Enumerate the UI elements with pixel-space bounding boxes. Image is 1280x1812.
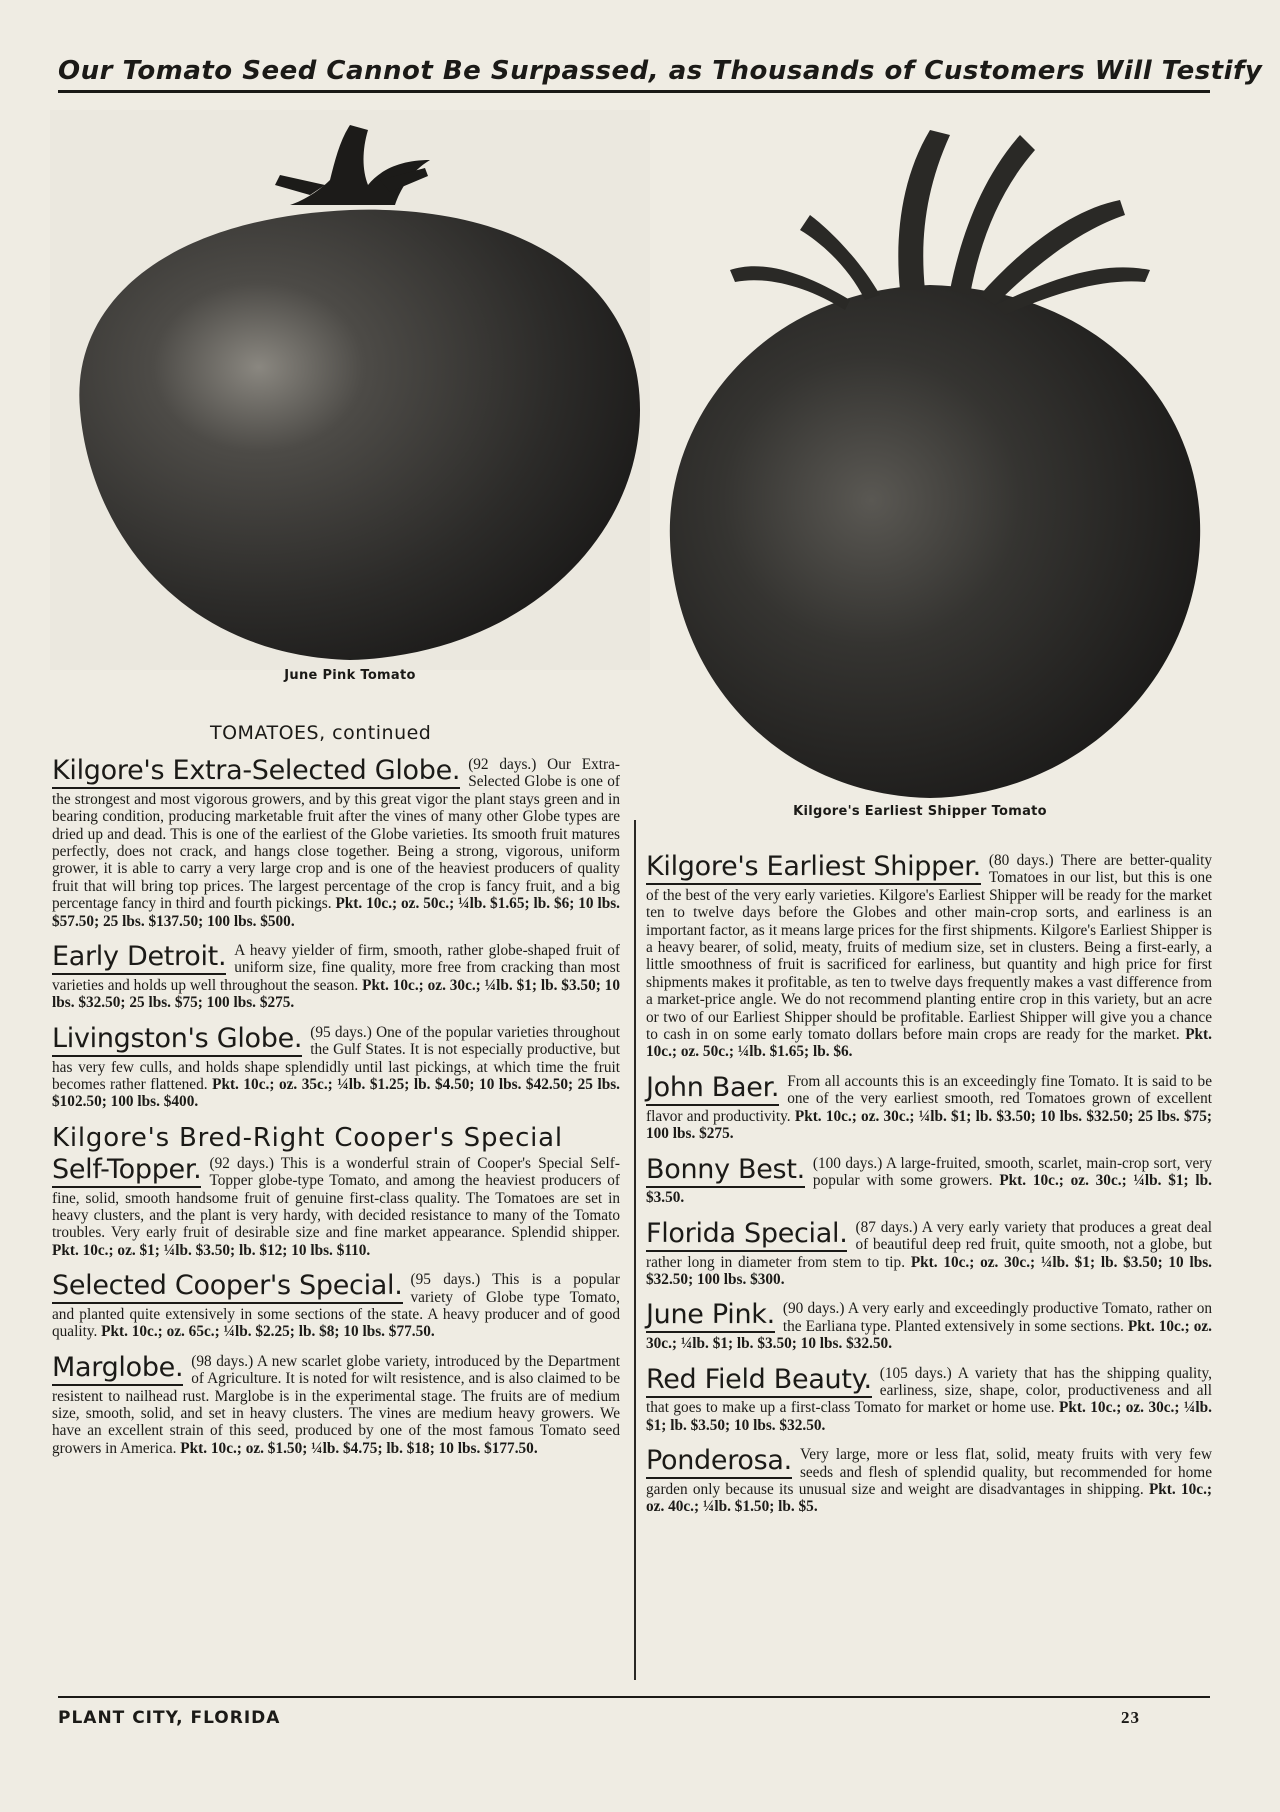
variety-prices: Pkt. 10c.; oz. $1; ¼lb. $3.50; lb. $12; 10 lbs. $110. <box>52 1241 371 1259</box>
variety-prices: Pkt. 10c.; oz. $1.50; ¼lb. $4.75; lb. $18; 10 lbs. $177.50. <box>180 1439 538 1457</box>
variety-entry <box>646 1155 1212 1207</box>
variety-prices: Pkt. 10c.; oz. 30c.; ¼lb. $1; lb. $3.50. <box>646 1171 1212 1207</box>
variety-name: Livingston's Globe. <box>52 1024 302 1057</box>
variety-name: Early Detroit. <box>52 942 226 975</box>
variety-entry <box>52 1271 620 1341</box>
variety-name: Kilgore's Extra-Selected Globe. <box>52 756 460 789</box>
variety-entry <box>52 1024 620 1111</box>
variety-name: Kilgore's Earliest Shipper. <box>646 852 981 885</box>
variety-entry <box>52 942 620 1012</box>
variety-prices: Pkt. 10c.; oz. 50c.; ¼lb. $1.65; lb. $6. <box>646 1026 1212 1061</box>
page-number: 23 <box>1121 1708 1140 1727</box>
variety-name: John Baer. <box>646 1073 779 1106</box>
variety-prices: Pkt. 10c.; oz. 35c.; ¼lb. $1.25; lb. $4.50; 10 lbs. $42.50; 25 lbs. $102.50; 100 lbs. $400. <box>52 1075 620 1111</box>
footer-location: PLANT CITY, FLORIDA <box>58 1708 281 1728</box>
variety-description: (98 days.) A new scarlet globe variety, introduced by the Department of Agriculture. It is noted for wilt resistence, and is also claimed to be resistent to nailhead rust. Marglobe is in the experimental stage. The fruits are of medium size, smooth, solid, and set in heavy clusters. The vines are medium heavy growers. We have an excellent strain of this seed, produced by one of the most famous Tomato seed growers in America. <box>52 1352 620 1457</box>
page-footer <box>58 1696 1210 1728</box>
variety-name: Red Field Beauty. <box>646 1365 872 1398</box>
right-column <box>646 852 1212 1528</box>
variety-description: (92 days.) This is a wonderful strain of Cooper's Special Self-Topper globe-type Tomato, and among the heaviest producers of fine, solid, smooth handsome fruit of genuine first-class quality. The Tomatoes are set in heavy clusters, and the plant is very hardy, with decided resistance to many of the Tomato troubles. Very early fruit of desirable size and fine market appearance. Splendid shipper. <box>52 1154 620 1242</box>
variety-name: Self-Topper. <box>52 1155 201 1188</box>
variety-prices: Pkt. 10c.; oz. 30c.; ¼lb. $1; lb. $3.50; 10 lbs. $32.50; 25 lbs. $75; 100 lbs. $275. <box>646 1107 1212 1143</box>
variety-name: Ponderosa. <box>646 1446 792 1479</box>
variety-entry <box>646 1365 1212 1435</box>
variety-prices: Pkt. 10c.; oz. 30c.; ¼lb. $1; lb. $3.50; 10 lbs. $32.50. <box>646 1399 1212 1434</box>
june-pink-tomato-illustration <box>50 110 650 670</box>
variety-entry <box>52 1353 620 1457</box>
variety-description: (92 days.) Our Extra-Selected Globe is one of the strongest and most vigorous growers, and by this great vigor the plant stays green and in bearing condition, producing marketable fruit after the vines of many other Globe types are dried up and dead. This is one of the earliest of the Globe varieties. Its smooth fruit matures perfectly, does not crack, and hangs close together. Being a strong, vigorous, uniform grower, it is able to carry a very large crop and is one of the heaviest producers of quality fruit that will bring top prices. The largest percentage of the crop is fancy fruit, and a big percentage fancy in third and fourth pickings. <box>52 756 620 913</box>
variety-name: Bonny Best. <box>646 1155 805 1188</box>
variety-name: Selected Cooper's Special. <box>52 1271 403 1304</box>
variety-entry <box>52 1123 620 1259</box>
variety-description: A heavy yielder of firm, smooth, rather globe-shaped fruit of uniform size, fine quality, more free from cracking than most varieties and holds up well throughout the season. <box>52 942 620 994</box>
variety-entry <box>646 1300 1212 1352</box>
variety-name: Florida Special. <box>646 1219 847 1252</box>
variety-prices: Pkt. 10c.; oz. 65c.; ¼lb. $2.25; lb. $8; 10 lbs. $77.50. <box>101 1323 435 1341</box>
variety-description: (87 days.) A very early variety that produces a great deal of beautiful deep red fruit, quite smooth, not a globe, but rather long in diameter from stem to tip. <box>646 1218 1212 1271</box>
section-title: TOMATOES, continued <box>210 722 432 744</box>
variety-prices: Pkt. 10c.; oz. 30c.; ¼lb. $1; lb. $3.50; 10 lbs. $32.50. <box>646 1317 1213 1353</box>
variety-description: From all accounts this is an exceedingly fine Tomato. It is said to be one of the very earliest smooth, red Tomatoes grown of excellent flavor and productivity. <box>646 1072 1212 1125</box>
left-column <box>52 756 620 1469</box>
column-divider <box>634 820 636 1680</box>
left-figure-caption: June Pink Tomato <box>284 668 416 683</box>
variety-entry <box>646 1219 1212 1289</box>
earliest-shipper-tomato-illustration <box>650 120 1210 810</box>
variety-description: (100 days.) A large-fruited, smooth, scarlet, main-crop sort, very popular with some growers. <box>812 1154 1212 1189</box>
variety-heading: Kilgore's Bred-Right Cooper's Special <box>52 1122 563 1153</box>
variety-description: Very large, more or less flat, solid, meaty fruits with very few seeds and flesh of splendid quality, but recommended for home garden only because its unusual size and weight are disadvantages in shipping. <box>646 1446 1212 1498</box>
right-figure-caption: Kilgore's Earliest Shipper Tomato <box>793 804 1047 819</box>
variety-entry <box>646 852 1212 1061</box>
variety-prices: Pkt. 10c.; oz. 30c.; ¼lb. $1; lb. $3.50; 10 lbs. $32.50; 25 lbs. $75; 100 lbs. $275. <box>52 976 620 1012</box>
variety-prices: Pkt. 10c.; oz. 40c.; ¼lb. $1.50; lb. $5. <box>646 1481 1212 1516</box>
variety-name: Marglobe. <box>52 1353 183 1386</box>
variety-prices: Pkt. 10c.; oz. 50c.; ¼lb. $1.65; lb. $6; 10 lbs. $57.50; 25 lbs. $137.50; 100 lbs. $500. <box>52 895 620 930</box>
variety-description: (80 days.) There are better-quality Tomatoes in our list, but this is one of the best of the very early varieties. Kilgore's Earliest Shipper will be ready for the market ten to twelve days before the Globes and other main-crop sorts, and earliness is an important factor, as it means large prices for the first shipments. Kilgore's Earliest Shipper is a heavy bearer, of solid, meaty, fruits of medium size, set in clusters. Being a first-early, a little smoothness of fruit is sacrificed for earliness, but quantity and high price for first shipments makes it profitable, as ten to twelve days frequently makes a vast difference from a market-price angle. We do not recommend planting entire crop in this variety, but an acre or two of our Earliest Shipper should be profitable. Earliest Shipper will give you a chance to cash in on some early tomato dollars before main crops are ready for the market. <box>646 852 1213 1044</box>
variety-entry <box>646 1446 1212 1516</box>
variety-description: (105 days.) A variety that has the shipping quality, earliness, size, shape, color, productiveness and all that goes to make up a first-class Tomato for market or home use. <box>646 1364 1212 1417</box>
variety-description: (95 days.) This is a popular variety of Globe type Tomato, and planted quite extensively in some sections of the state. A heavy producer and of good quality. <box>52 1271 620 1341</box>
page-header: Our Tomato Seed Cannot Be Surpassed, as Thousands of Customers Will Testify <box>58 56 1210 93</box>
variety-description: (95 days.) One of the popular varieties throughout the Gulf States. It is not especially productive, but has very few culls, and holds shape splendidly until last pickings, at which time the fruit becomes rather flattened. <box>52 1023 620 1093</box>
variety-name: June Pink. <box>646 1300 775 1333</box>
variety-entry <box>646 1073 1212 1143</box>
variety-entry <box>52 756 620 930</box>
variety-prices: Pkt. 10c.; oz. 30c.; ¼lb. $1; lb. $3.50; 10 lbs. $32.50; 100 lbs. $300. <box>646 1253 1212 1288</box>
variety-description: (90 days.) A very early and exceedingly productive Tomato, rather on the Earliana type. Planted extensively in some sections. <box>782 1300 1212 1335</box>
